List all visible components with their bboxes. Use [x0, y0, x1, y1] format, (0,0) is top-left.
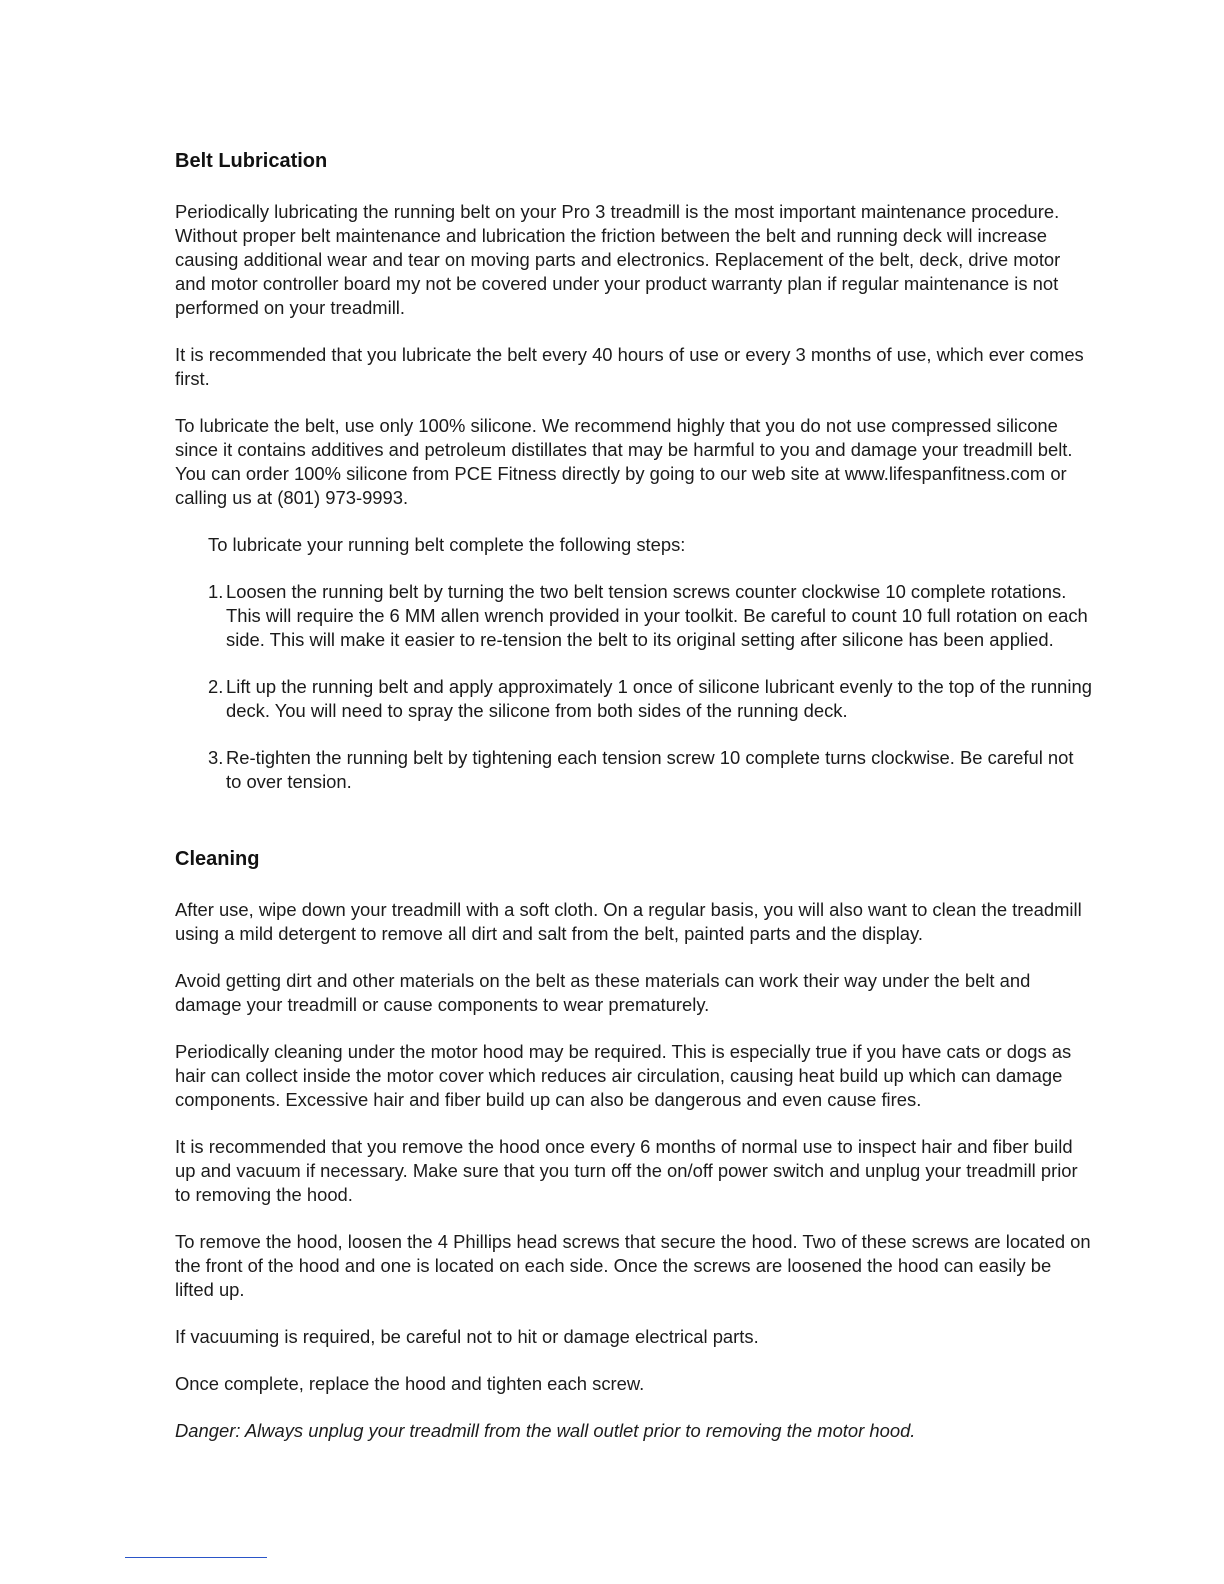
belt-lubrication-heading: Belt Lubrication — [175, 150, 328, 172]
cleaning-paragraph-4: It is recommended that you remove the hood once every 6 months of normal use to inspect hair and fiber build up and vacuum if necessary. Make sure that you turn off the on/off power switch and unplug your treadmill prior to removing the hood. — [175, 1136, 1078, 1205]
belt-paragraph-1: Periodically lubricating the running belt on your Pro 3 treadmill is the most important maintenance procedure. Without proper belt maintenance and lubrication the friction between the belt and running deck will increase causing additional wear and tear on moving parts and electronics. Replacement of the belt, deck, drive motor and motor controller board my not be covered under your product warranty plan if regular maintenance is not performed on your treadmill. — [175, 201, 1061, 318]
step-number: 1. — [208, 581, 224, 602]
step-text: Re-tighten the running belt by tightening each tension screw 10 complete turns clockwise. Be careful not to over tension. — [226, 747, 1074, 792]
step-text: Loosen the running belt by turning the two belt tension screws counter clockwise 10 complete rotations. This will require the 6 MM allen wrench provided in your toolkit. Be careful to count 10 full rotation on each side. This will make it easier to re-tension the belt to its original setting after silicone has been applied. — [226, 581, 1088, 650]
cleaning-paragraph-3: Periodically cleaning under the motor hood may be required. This is especially true if you have cats or dogs as hair can collect inside the motor cover which reduces air circulation, causing heat build up which can damage components. Excessive hair and fiber build up can also be dangerous and even cause fires. — [175, 1041, 1072, 1110]
steps-intro: To lubricate your running belt complete the following steps: — [208, 534, 686, 555]
cleaning-paragraph-6: If vacuuming is required, be careful not to hit or damage electrical parts. — [175, 1326, 759, 1347]
cleaning-paragraph-5: To remove the hood, loosen the 4 Phillips head screws that secure the hood. Two of these screws are located on the front of the hood and one is located on each side. Once the screws are loosened the hood can easily be lifted up. — [175, 1231, 1091, 1300]
step-item — [208, 746, 1093, 794]
step-number: 2. — [208, 676, 224, 697]
cleaning-paragraph-2: Avoid getting dirt and other materials on the belt as these materials can work their way under the belt and damage your treadmill or cause components to wear prematurely. — [175, 970, 1031, 1015]
step-item — [208, 675, 1093, 723]
belt-paragraph-2: It is recommended that you lubricate the belt every 40 hours of use or every 3 months of use, which ever comes first. — [175, 344, 1084, 389]
belt-paragraph-3: To lubricate the belt, use only 100% silicone. We recommend highly that you do not use compressed silicone since it contains additives and petroleum distillates that may be harmful to you and damage your treadmill belt. You can order 100% silicone from PCE Fitness directly by going to our web site at www.lifespanfitness.com or calling us at (801) 973-9993. — [175, 415, 1073, 508]
step-text: Lift up the running belt and apply approximately 1 once of silicone lubricant evenly to the top of the running deck. You will need to spray the silicone from both sides of the running deck. — [226, 676, 1092, 721]
document-page — [175, 146, 1093, 1443]
danger-note: Danger: Always unplug your treadmill from the wall outlet prior to removing the motor hood. — [175, 1420, 916, 1441]
cleaning-paragraph-1: After use, wipe down your treadmill with a soft cloth. On a regular basis, you will also want to clean the treadmill using a mild detergent to remove all dirt and salt from the belt, painted parts and the display. — [175, 899, 1082, 944]
cleaning-heading: Cleaning — [175, 848, 260, 870]
steps-list — [175, 580, 1093, 794]
footer-rule — [125, 1557, 267, 1558]
step-number: 3. — [208, 747, 224, 768]
cleaning-paragraph-7: Once complete, replace the hood and tighten each screw. — [175, 1373, 645, 1394]
step-item — [208, 580, 1093, 652]
